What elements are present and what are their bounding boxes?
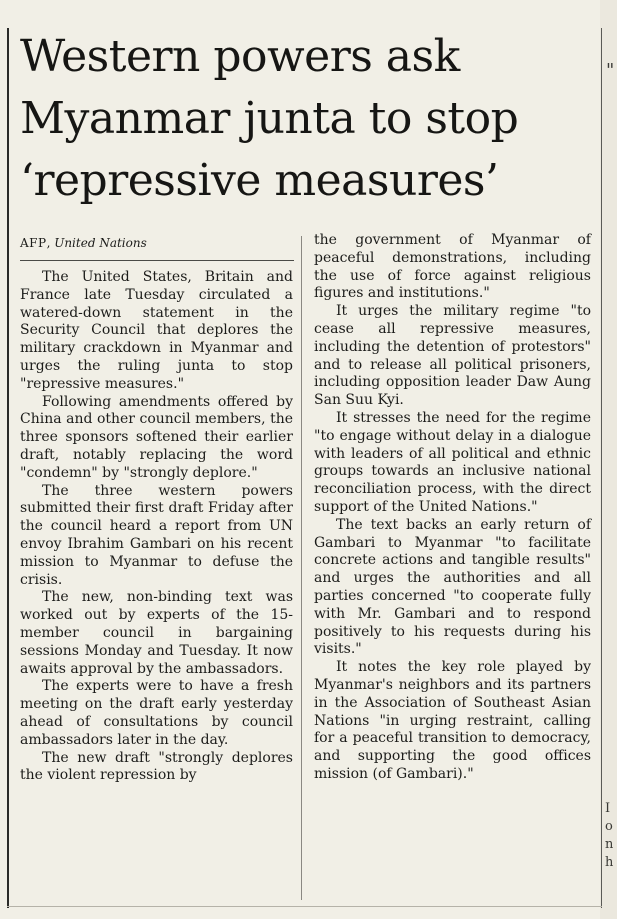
paragraph: The three western powers submitted their first draft Friday after the council heard a report from UN envoy Ibrahim Gambari on his recent mission to Myanmar to defuse the crisis. (20, 482, 293, 588)
paragraph: It stresses the need for the regime "to engage without delay in a dialogue with leaders of all political and ethnic groups towards an inclusive national reconciliation process, with the direct support of the United Nations." (314, 409, 591, 515)
paragraph: The text backs an early return of Gambari to Myanmar "to facilitate concrete actions and tangible results" and urges the authorities and all parties concerned "to cooperate fully with Mr. Gambari and to respond positively to his requests during his visits." (314, 516, 591, 658)
paragraph: It urges the military regime "to cease all repressive measures, including the detention of protestors" and to release all political prisoners, including opposition leader Daw Aung San Suu Kyi. (314, 303, 591, 409)
adjacent-page-edge (600, 0, 617, 919)
byline: AFP, United Nations (20, 236, 147, 250)
paragraph: The new draft "strongly deplores the violent repression by (20, 749, 293, 784)
column-rule (301, 236, 302, 900)
article-column-right (314, 232, 591, 784)
paragraph: The experts were to have a fresh meeting on the draft early yesterday ahead of consultations by council ambassadors later in the day. (20, 678, 293, 748)
paragraph: The new, non-binding text was worked out by experts of the 15-member council in bargaining sessions Monday and Tuesday. It now awaits approval by the ambassadors. (20, 589, 293, 677)
adjacent-article-fragment-bottom: Ionh (605, 801, 614, 870)
adjacent-article-fragment-top: " (606, 60, 615, 81)
paragraph: It notes the key role played by Myanmar's neighbors and its partners in the Association of Southeast Asian Nations "in urging restraint, calling for a peaceful transition to democracy, and supporting the good offices mission (of Gambari)." (314, 659, 591, 782)
headline (20, 26, 600, 212)
headline-line-1: Western powers ask (20, 31, 460, 82)
byline-location: United Nations (54, 236, 147, 250)
right-border-rule (601, 28, 602, 908)
byline-agency: AFP (20, 236, 47, 250)
headline-line-3: ‘repressive measures’ (20, 155, 499, 206)
bottom-border-rule (7, 906, 602, 907)
byline-rule (20, 260, 294, 261)
headline-line-2: Myanmar junta to stop (20, 93, 519, 144)
left-border-rule (7, 28, 9, 908)
article-column-left (20, 269, 293, 785)
paragraph: Following amendments offered by China and other council members, the three sponsors softened their earlier draft, notably replacing the word "condemn" by "strongly deplore." (20, 393, 293, 481)
paragraph: the government of Myanmar of peaceful demonstrations, including the use of force against religious figures and institutions." (314, 232, 591, 302)
paragraph: The United States, Britain and France late Tuesday circulated a watered-down statement in the Security Council that deplores the military crackdown in Myanmar and urges the ruling junta to stop "repressive measures." (20, 269, 293, 392)
